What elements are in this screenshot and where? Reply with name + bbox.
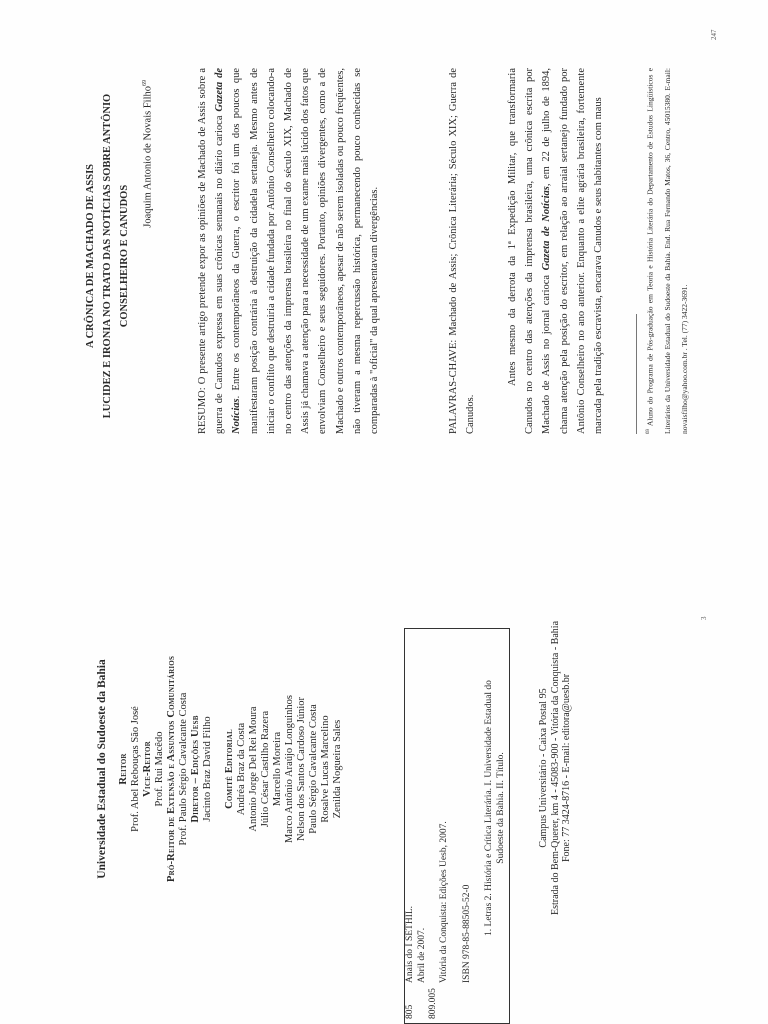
newspaper-title: Gazeta de Notícias: [541, 186, 553, 271]
reitor-title: Reitor: [118, 753, 129, 785]
newspaper-title: Gazeta de Notícias: [214, 68, 243, 434]
reitor-name: Prof. Abel Rebouças São José: [130, 706, 141, 832]
catalog-line: Abril de 2007.: [416, 927, 427, 983]
publisher-address: [538, 512, 573, 1024]
catalog-entry: [405, 633, 518, 983]
colophon-page: [0, 512, 768, 1024]
keywords: PALAVRAS-CHAVE: Machado de Assis; Crônica Literária; Século XIX; Guerra de Canudos.: [448, 68, 477, 434]
comite-member: Zenilda Nogueira Sales: [332, 719, 343, 819]
body-text: Antes mesmo da derrota da 1ª Expedição Militar, que transformaria Canudos no centro das atenções da imprensa brasileira, uma crônica escrita por Machado de Assis no jornal carioca: [507, 68, 553, 434]
university-name: Universidade Estadual do Sudoeste da Bahia: [96, 659, 108, 879]
article-author: [142, 80, 154, 228]
diretor-title: Diretor – Edições Uesb: [190, 715, 201, 823]
abstract-label: RESUMO:: [197, 387, 208, 434]
footnote-marker: 69: [646, 429, 651, 434]
title-line: CONSELHEIRO E CANUDOS: [119, 184, 130, 328]
classification-code: 805: [405, 1004, 415, 1019]
page-number: 247: [710, 29, 718, 40]
catalog-card: [404, 628, 510, 1024]
catalog-imprint: Vitória da Conquista: Edições Uesb, 2007.: [439, 821, 449, 983]
author-name: Joaquim Antonio de Novais Filho: [142, 86, 154, 228]
vice-reitor-title: Vice-Reitor: [142, 741, 153, 797]
classification-code: 809.005: [428, 988, 438, 1019]
footnote-text: Aluno do Programa de Pós-graduação em Teoria e História Literária do Departamento de Estudos Lingüísticos e Literários da Universidade Estadual do Sudoeste da Bahia. End. Rua Fernando Matos, 36, Centro, 45015380. E-mail: novaisfilho@yahoo.com.br . Tel. (77) 3422-3691.: [645, 68, 689, 434]
comite-member: Marcello Moreira: [272, 731, 283, 807]
title-line: A CRÔNICA DE MACHADO DE ASSIS: [85, 163, 96, 349]
vice-reitor-name: Prof. Rui Macêdo: [154, 731, 165, 807]
catalog-title: [405, 633, 428, 983]
comite-title: Comitê Editorial: [224, 729, 235, 809]
abstract-text: . Entre os contemporâneos da Guerra, o escritor foi um dos poucos que manifestaram posição contrária à destruição da cidadela sertaneja. Mesmo antes de iniciar o conflito que destruiria a cidade fundada por Antônio Conselheiro colocando-a no centro das atenções da imprensa brasileira no final do século XIX, Machado de Assis já chamava a atenção para a necessidade de um exame mais lúcido dos fatos que envolviam Conselheiro e seus seguidores. Portanto, opiniões divergentes, como a de Machado e outros contemporâneos, apesar de não serem isoladas ou pouco freqüentes, não tiveram a mesma repercussão histórica, permanecendo pouco conhecidas se comparadas à "oficial" da qual apresentavam divergências.: [231, 68, 381, 434]
abstract: [194, 68, 383, 434]
abstract-text: O presente artigo pretende expor as opiniões de Machado de Assis sobre a guerra de Canudos expressa em suas crônicas semanais no diário carioca: [197, 68, 226, 434]
classification-codes: [405, 988, 451, 1019]
catalog-line: Anais do I SETHIL.: [405, 905, 415, 983]
comite-member: Antonio Jorge Del Rei Moura: [248, 706, 259, 832]
campus-line: Estrada do Bem-Querer, km 4 - 45083-900 - Vitória da Conquista - Bahia: [549, 620, 561, 916]
page-number: 3: [700, 616, 708, 620]
comite-member: Paulo Sérgio Cavalcante Costa: [308, 704, 319, 834]
title-line: LUCIDEZ E IRONIA NO TRATO DAS NOTÍCIAS SOBRE ANTÔNIO: [102, 93, 113, 419]
catalog-line: 1. Letras 2. História e Crítica Literária. I. Universidade Estadual do: [484, 680, 494, 936]
comite-member: Júlio César Castilho Razera: [260, 710, 271, 828]
campus-line: Campus Universitário - Caixa Postal 95: [538, 688, 549, 848]
catalog-line: Sudoeste da Bahia. II. Título.: [495, 752, 506, 864]
author-note-ref: 69: [142, 80, 148, 86]
staff-list: [96, 554, 344, 984]
catalog-subjects: [484, 633, 507, 983]
diretor-name: Jacinto Braz David Filho: [202, 716, 213, 822]
comite-member: Andréa Braz da Costa: [236, 722, 247, 816]
body-paragraph: [504, 68, 607, 434]
footnote-divider: [636, 314, 637, 434]
catalog-isbn: ISBN 978-85-88505-52-0: [461, 884, 472, 983]
article-title: [82, 0, 133, 512]
pro-reitor-name: Prof. Paulo Sérgio Cavalcante Costa: [178, 692, 189, 846]
campus-line: Fone: 77 3424-8716 - E-mail: editora@uesb.br: [561, 673, 572, 863]
footnote: [640, 68, 693, 434]
comite-member: Rosalve Lucas Marcelino: [320, 715, 331, 823]
comite-member: Nelson dos Santos Cardoso Júnior: [296, 696, 307, 842]
comite-member: Marco Antônio Araújo Longuinhos: [284, 695, 295, 843]
pro-reitor-title: Pró-Reitor de Extensão e Assuntos Comunitários: [166, 655, 177, 883]
body-text: , em 22 de julho de 1894, chama atenção pela posição do escritor, em relação ao arraial sertanejo fundado por Antônio Conselheiro no ano anterior. Enquanto a elite agrária brasileira, fortemente marcada pela tradição escravista, encarava Canudos e seus habitantes com maus: [541, 68, 605, 434]
